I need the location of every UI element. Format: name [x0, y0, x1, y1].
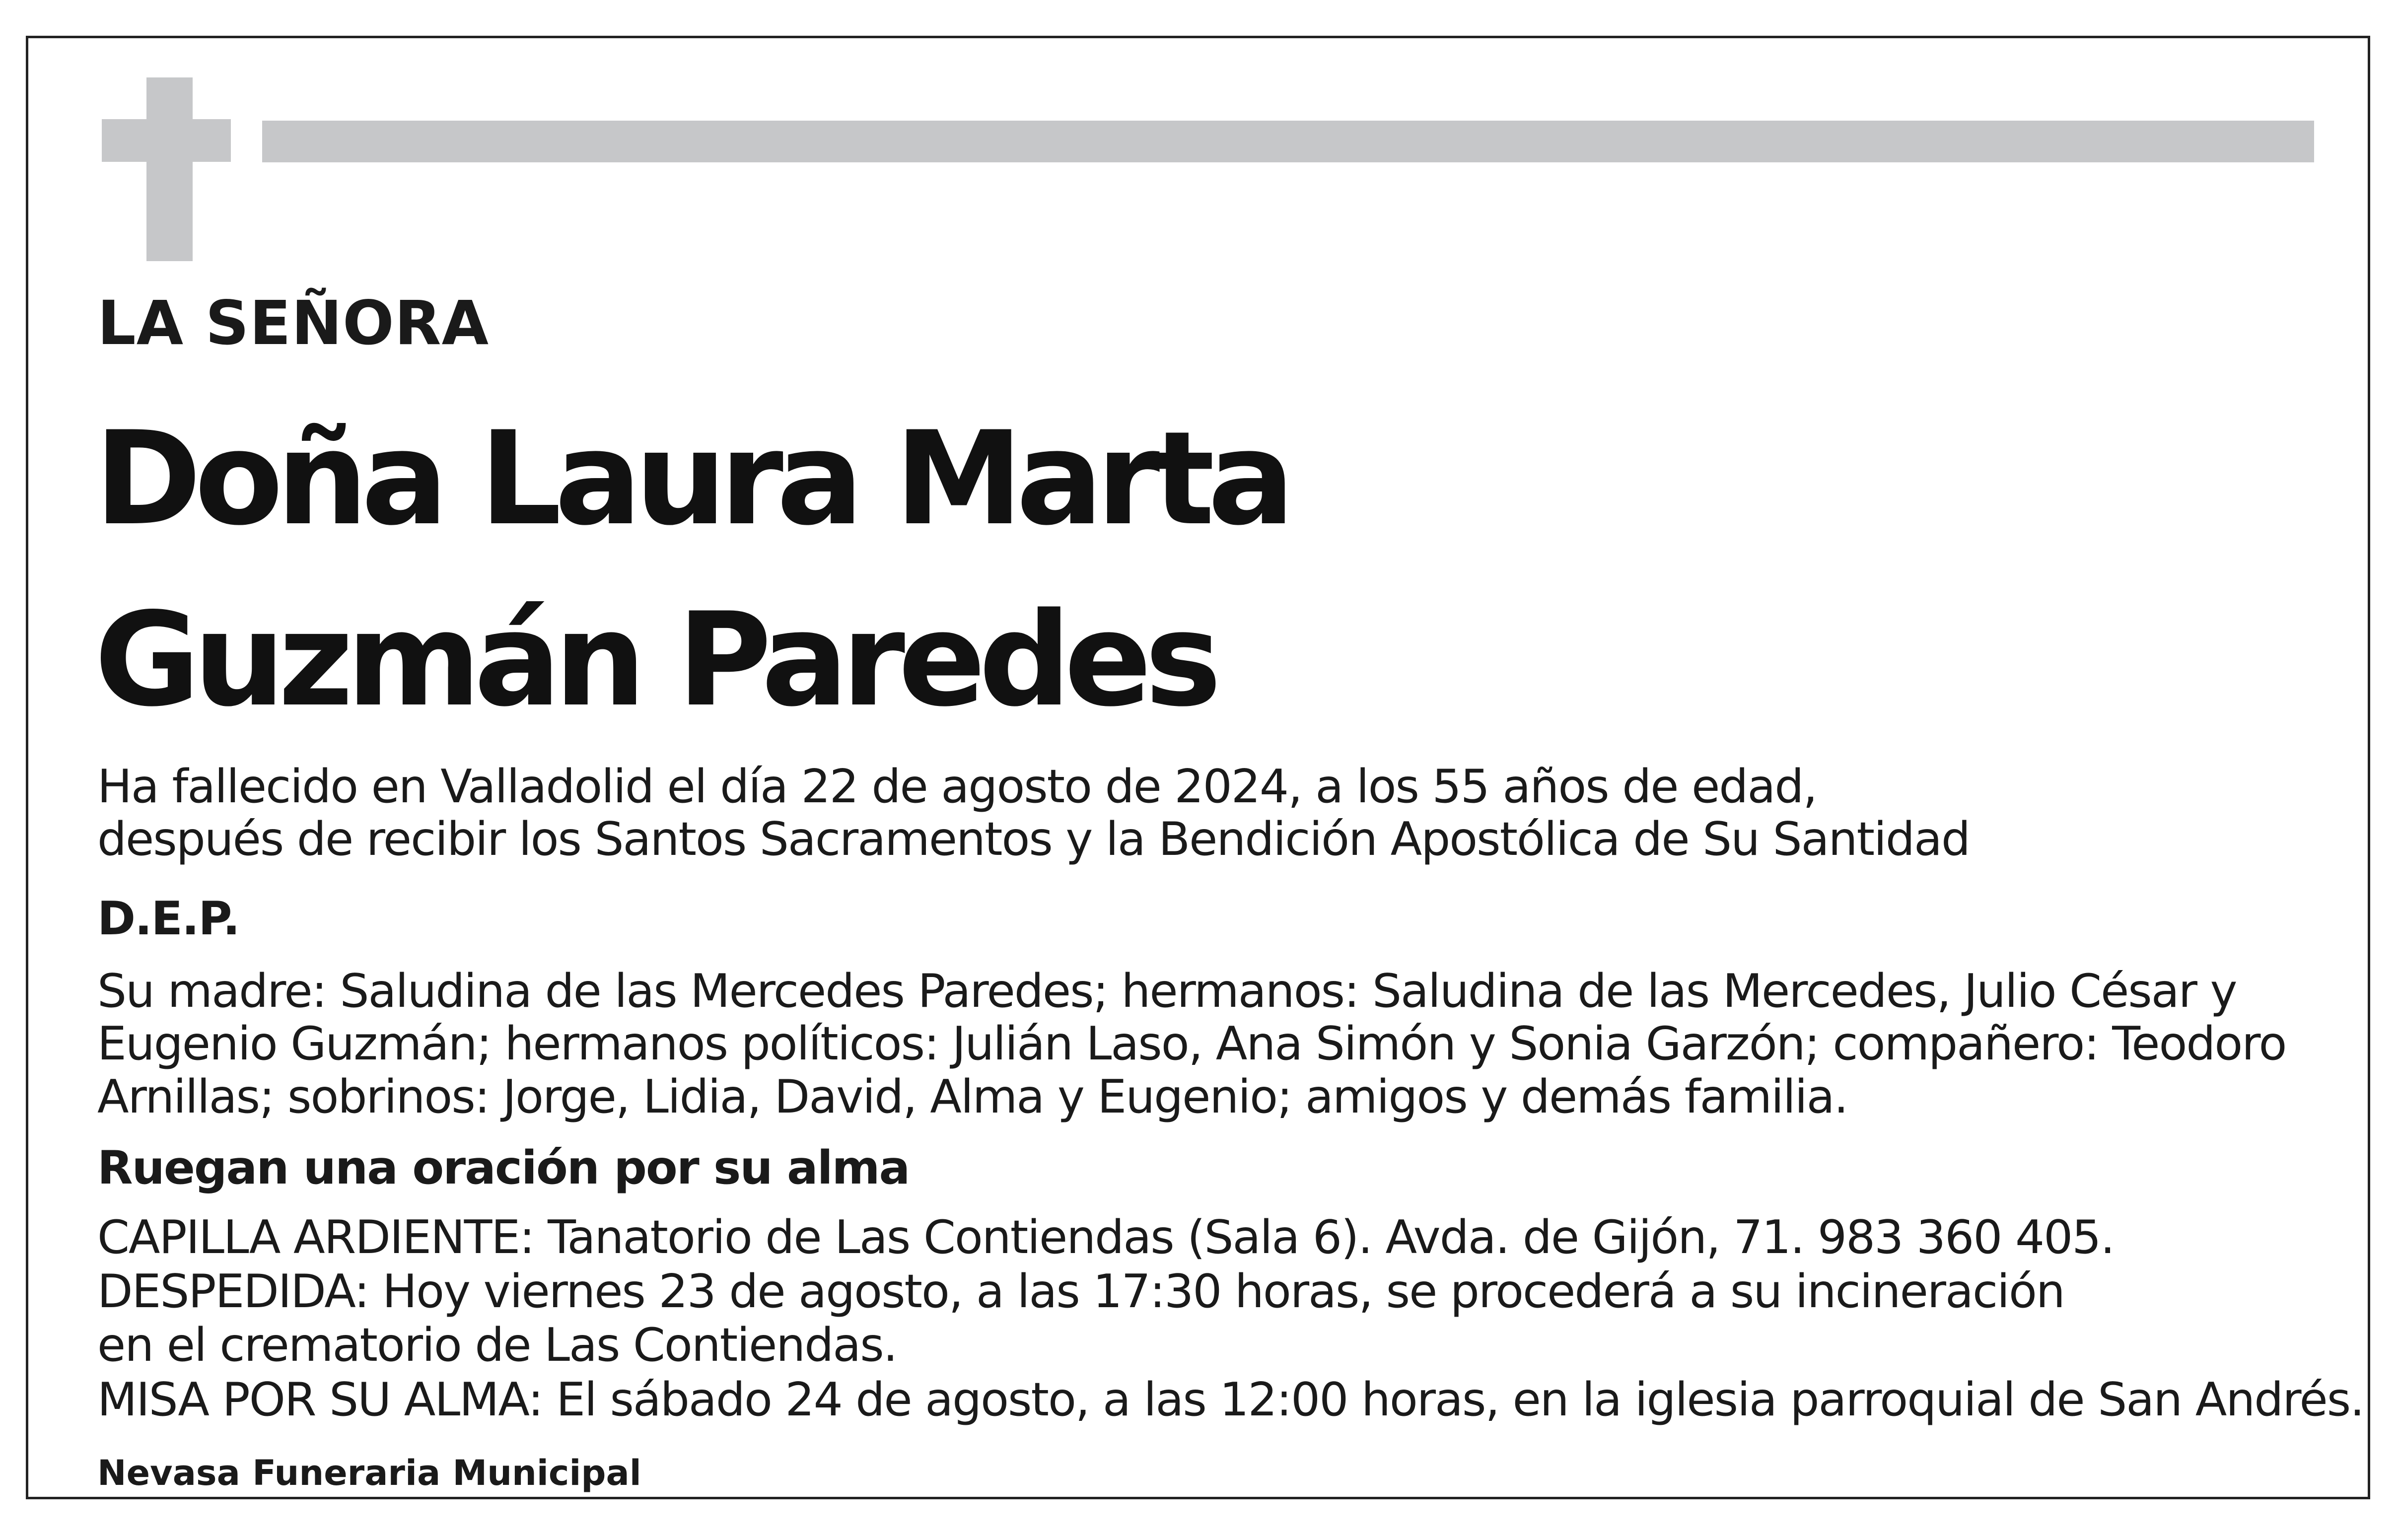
family-line-1: Su madre: Saludina de las Mercedes Paredes; hermanos: Saludina de las Mercedes, Julio César y: [97, 964, 2237, 1018]
cross-icon-arm: [102, 119, 231, 162]
family-line-3: Arnillas; sobrinos: Jorge, Lidia, David, Alma y Eugenio; amigos y demás familia.: [97, 1070, 1848, 1123]
death-notice-line-2: después de recibir los Santos Sacramentos y la Bendición Apostólica de Su Santidad: [97, 812, 1970, 866]
service-line-mass: MISA POR SU ALMA: El sábado 24 de agosto, a las 12:00 horas, en la iglesia parroquial de San Andrés.: [97, 1373, 2364, 1426]
honorific-title: LA SEÑORA: [97, 288, 490, 358]
funeral-home-name: Nevasa Funeraria Municipal: [97, 1453, 641, 1493]
cross-icon: [146, 77, 193, 261]
service-line-crematorium: en el crematorio de Las Contiendas.: [97, 1318, 897, 1372]
prayer-request: Ruegan una oración por su alma: [97, 1141, 910, 1194]
service-line-farewell: DESPEDIDA: Hoy viernes 23 de agosto, a las 17:30 horas, se procederá a su incineración: [97, 1264, 2064, 1318]
family-line-2: Eugenio Guzmán; hermanos políticos: Julián Laso, Ana Simón y Sonia Garzón; compañero: Teodoro: [97, 1017, 2286, 1070]
deceased-name-line-1: Doña Laura Marta: [94, 404, 1288, 554]
deceased-name-line-2: Guzmán Paredes: [94, 585, 1215, 735]
death-notice-line-1: Ha fallecido en Valladolid el día 22 de agosto de 2024, a los 55 años de edad,: [97, 760, 1817, 813]
header-rule: [262, 121, 2314, 162]
service-line-chapel: CAPILLA ARDIENTE: Tanatorio de Las Contiendas (Sala 6). Avda. de Gijón, 71. 983 360 405.: [97, 1210, 2115, 1264]
rip-label: D.E.P.: [97, 892, 239, 945]
